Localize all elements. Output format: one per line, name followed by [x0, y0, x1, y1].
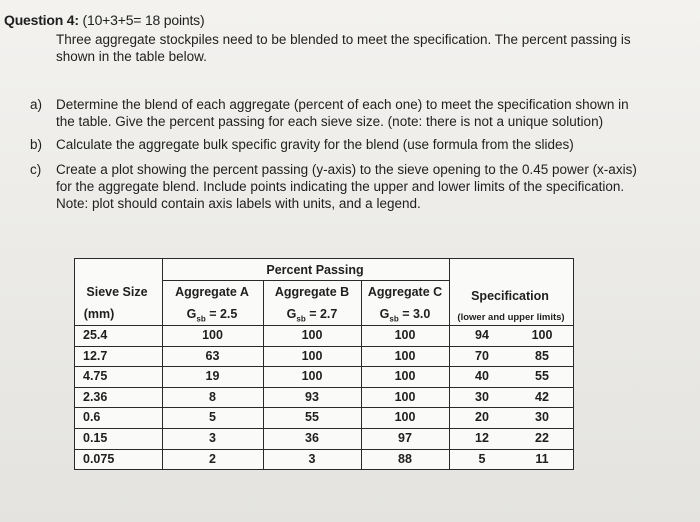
aggregate-c-gsb-value: = 3.0	[402, 307, 431, 321]
cell-sieve: 25.4	[83, 328, 108, 342]
cell-low: 30	[475, 389, 489, 404]
cell-c: 100	[394, 369, 416, 384]
cell-b: 100	[301, 348, 323, 363]
question-intro: Three aggregate stockpiles need to be blended to meet the specification. The percent passing is shown in the table below.	[56, 32, 631, 64]
cell-sieve: 4.75	[83, 369, 108, 384]
col-rule-1	[162, 259, 163, 469]
percent-passing-table	[74, 258, 574, 470]
cell-sieve: 2.36	[83, 389, 108, 404]
row-rule	[75, 428, 573, 429]
aggregate-b-gsb: $G_{sb} = 2.7$	[286, 307, 338, 324]
cell-sieve: 0.15	[83, 431, 108, 445]
cell-a: 19	[205, 369, 220, 384]
cell-up: 85	[535, 348, 549, 363]
row-rule	[75, 366, 573, 367]
cell-b: 3	[308, 451, 316, 466]
cell-low: 94	[475, 328, 489, 342]
cell-up: 30	[535, 410, 549, 425]
row-rule	[75, 346, 573, 347]
question-number: Question 4:	[4, 12, 79, 28]
cell-a: 8	[209, 389, 216, 404]
cell-b: 55	[305, 410, 319, 425]
cell-a: 100	[202, 328, 223, 342]
cell-sieve: 0.075	[83, 451, 115, 466]
cell-low: 12	[475, 431, 489, 445]
cell-a: 3	[209, 431, 216, 445]
part-c-text: Create a plot showing the percent passing (y-axis) to the sieve opening to the 0.45 power (x-axis) for the aggregate blend. Include points indicating the upper and lower limits of the specification. Note: plot should contain axis labels with units, and a legend.	[56, 162, 637, 211]
row-rule	[75, 407, 573, 408]
cell-up: 42	[535, 389, 549, 404]
rule-under-group-header	[162, 280, 449, 281]
cell-c: 100	[394, 328, 416, 342]
cell-up: 11	[535, 451, 549, 466]
cell-up: 100	[531, 328, 553, 342]
cell-c: 100	[394, 348, 416, 363]
aggregate-b-gsb-value: = 2.7	[309, 307, 338, 321]
aggregate-c-header: Aggregate C	[367, 285, 443, 299]
cell-a: 2	[209, 451, 216, 466]
cell-c: 97	[398, 431, 412, 445]
cell-c: 100	[394, 389, 416, 404]
row-rule	[75, 387, 573, 388]
cell-sieve: 0.6	[83, 410, 101, 425]
cell-low: 70	[475, 348, 489, 363]
aggregate-a-gsb-value: = 2.5	[209, 307, 238, 321]
sieve-unit-header: (mm)	[83, 307, 115, 321]
aggregate-c-gsb: $G_{sb} = 3.0$	[379, 307, 431, 324]
part-b-text: Calculate the aggregate bulk specific gravity for the blend (use formula from the slides)	[56, 137, 574, 152]
cell-up: 55	[535, 369, 549, 384]
percent-passing-header: Percent Passing	[266, 263, 364, 277]
cell-low: 20	[475, 410, 489, 425]
cell-low: 40	[475, 369, 489, 384]
cell-a: 63	[205, 348, 220, 363]
cell-low: 5	[478, 451, 486, 466]
col-rule-3	[361, 280, 362, 469]
question-header	[4, 12, 204, 28]
cell-c: 88	[398, 451, 412, 466]
aggregate-a-header: Aggregate A	[175, 285, 249, 299]
cell-b: 100	[301, 328, 323, 342]
aggregate-a-gsb: $G_{sb} = 2.5$	[186, 307, 238, 324]
part-c-letter: c)	[30, 162, 42, 177]
specification-header: Specification	[471, 289, 549, 303]
part-b-letter: b)	[30, 137, 43, 152]
cell-b: 100	[301, 369, 323, 384]
rule-under-headers	[75, 325, 573, 326]
cell-b: 93	[305, 389, 319, 404]
question-points: (10+3+5= 18 points)	[82, 12, 205, 28]
specification-subheader: (lower and upper limits)	[457, 312, 565, 323]
aggregate-b-header: Aggregate B	[274, 285, 350, 299]
part-a-text: Determine the blend of each aggregate (percent of each one) to meet the specification shown in the table. Give the percent passing for each sieve size. (note: there is not a unique solution)	[56, 97, 629, 129]
cell-c: 100	[394, 410, 416, 425]
cell-b: 36	[305, 431, 319, 445]
row-rule	[75, 449, 573, 450]
cell-sieve: 12.7	[83, 348, 108, 363]
cell-a: 5	[209, 410, 216, 425]
sieve-size-header: Sieve Size	[86, 285, 148, 299]
part-a-letter: a)	[30, 97, 43, 112]
cell-up: 22	[535, 431, 549, 445]
col-rule-2	[263, 280, 264, 469]
col-rule-4	[449, 259, 450, 469]
